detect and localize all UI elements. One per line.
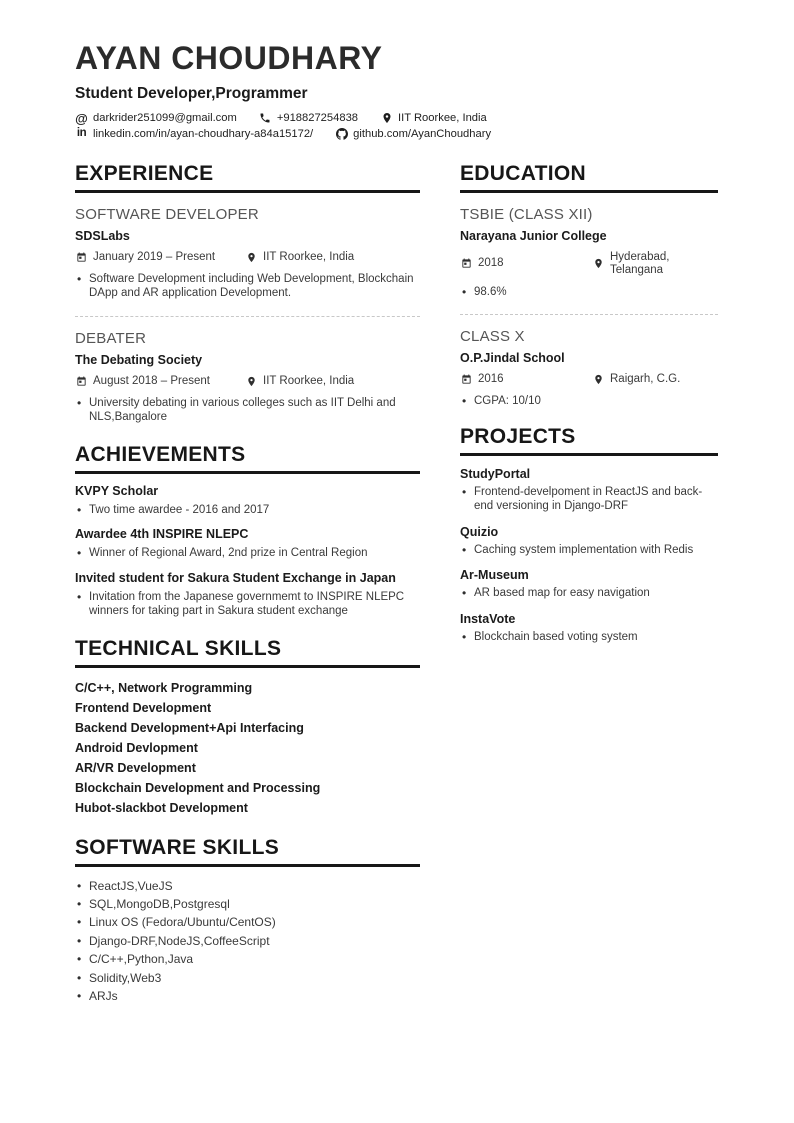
bullet: • Frontend-develpoment in ReactJS and back-end versioning in Django-DRF (460, 485, 718, 514)
job-title: DEBATER (75, 329, 147, 347)
job-date: January 2019 – Present (75, 251, 245, 264)
github-link[interactable] (335, 128, 491, 141)
achievement-bullets (75, 503, 420, 518)
email-text: darkrider251099@gmail.com (93, 112, 237, 125)
section-title-achievements: ACHIEVEMENTS (75, 443, 420, 474)
section-technical-skills (75, 637, 420, 818)
experience-entry (75, 206, 420, 301)
location-icon (245, 375, 257, 387)
phone-text: +918827254838 (276, 112, 359, 125)
skill-item: Hubot-slackbot Development (75, 800, 248, 815)
skill-item: C/C++, Network Programming (75, 680, 253, 695)
project-name: Ar-Museum (460, 568, 529, 583)
dashed-divider (460, 314, 718, 315)
location-item (380, 112, 487, 125)
achievement-title: Awardee 4th INSPIRE NLEPC (75, 527, 249, 542)
education-date: 2018 (460, 257, 592, 270)
skill-item: Android Devlopment (75, 740, 198, 755)
skill-item: Frontend Development (75, 700, 212, 715)
education-location: Hyderabad, Telangana (592, 251, 718, 277)
bullet: • University debating in various colleges such as IIT Delhi and NLS,Bangalore (75, 396, 420, 425)
project-name: Quizio (460, 524, 499, 539)
person-role: Student Developer,Programmer (75, 84, 308, 102)
email-link[interactable] (75, 112, 237, 125)
degree-title: TSBIE (CLASS XII) (460, 205, 593, 223)
project-name: StudyPortal (460, 466, 531, 481)
education-meta (460, 251, 718, 277)
education-entry (460, 328, 718, 409)
project-bullets (460, 586, 718, 601)
achievement-entry (75, 527, 420, 561)
education-location: Raigarh, C.G. (592, 373, 680, 386)
location-icon (245, 251, 257, 263)
bullet: • Two time awardee - 2016 and 2017 (75, 503, 420, 518)
job-meta (75, 375, 420, 388)
job-bullets (75, 396, 420, 425)
bullet: • Caching system implementation with Redis (460, 543, 718, 558)
project-entry (460, 568, 718, 601)
school-name: Narayana Junior College (460, 228, 607, 243)
job-title: SOFTWARE DEVELOPER (75, 205, 259, 223)
calendar-icon (460, 374, 472, 386)
location-text: IIT Roorkee, India (398, 112, 487, 125)
section-education (460, 162, 718, 409)
skill-item: • Django-DRF,NodeJS,CoffeeScript (75, 932, 420, 950)
project-entry (460, 612, 718, 645)
bullet: • Winner of Regional Award, 2nd prize in Central Region (75, 546, 420, 561)
section-title-experience: EXPERIENCE (75, 162, 420, 193)
skill-item: • Solidity,Web3 (75, 969, 420, 987)
project-name: InstaVote (460, 611, 516, 626)
job-meta (75, 251, 420, 264)
achievement-bullets (75, 590, 420, 619)
left-column (75, 162, 420, 1006)
job-org: SDSLabs (75, 228, 130, 243)
linkedin-link[interactable] (75, 128, 313, 141)
achievement-title: Invited student for Sakura Student Exchange in Japan (75, 570, 396, 585)
education-bullets (460, 285, 718, 300)
job-bullets (75, 272, 420, 301)
bullet: • CGPA: 10/10 (460, 394, 718, 409)
skill-item: • C/C++,Python,Java (75, 950, 420, 968)
skill-item: • ReactJS,VueJS (75, 877, 420, 895)
job-org: The Debating Society (75, 352, 203, 367)
dashed-divider (75, 316, 420, 317)
github-text: github.com/AyanChoudhary (353, 128, 492, 141)
project-entry (460, 467, 718, 514)
section-title-software-skills: SOFTWARE SKILLS (75, 836, 420, 867)
skill-item: • Linux OS (Fedora/Ubuntu/CentOS) (75, 913, 420, 931)
linkedin-text: linkedin.com/in/ayan-choudhary-a84a15172/ (93, 128, 314, 141)
phone-icon (259, 112, 272, 125)
project-entry (460, 525, 718, 558)
bullet: • Software Development including Web Development, Blockchain DApp and AR application Development. (75, 272, 420, 301)
skill-item: • ARJs (75, 987, 420, 1005)
section-projects (460, 425, 718, 645)
email-icon: @ (75, 110, 88, 126)
skill-item: • SQL,MongoDB,Postgresql (75, 895, 420, 913)
job-location: IIT Roorkee, India (245, 251, 354, 264)
education-meta (460, 373, 718, 386)
section-experience (75, 162, 420, 425)
project-bullets (460, 485, 718, 514)
location-icon (592, 374, 604, 386)
education-bullets (460, 394, 718, 409)
project-bullets (460, 630, 718, 645)
software-skills-list (75, 877, 420, 1006)
calendar-icon (75, 375, 87, 387)
bullet: • Blockchain based voting system (460, 630, 718, 645)
skill-item: AR/VR Development (75, 760, 196, 775)
location-icon (592, 258, 604, 270)
job-location: IIT Roorkee, India (245, 375, 354, 388)
phone-link[interactable] (259, 112, 358, 125)
achievement-entry (75, 571, 420, 619)
skill-item: Backend Development+Api Interfacing (75, 720, 304, 735)
header (75, 42, 718, 141)
degree-title: CLASS X (460, 328, 525, 346)
bullet: • AR based map for easy navigation (460, 586, 718, 601)
location-icon (380, 112, 393, 125)
section-title-education: EDUCATION (460, 162, 718, 193)
section-title-projects: PROJECTS (460, 425, 718, 456)
calendar-icon (75, 251, 87, 263)
right-column (460, 162, 718, 1006)
technical-skills-list (75, 678, 420, 818)
education-date: 2016 (460, 373, 592, 386)
experience-entry (75, 330, 420, 425)
person-name: AYAN CHOUDHARY (75, 40, 383, 76)
section-title-technical-skills: TECHNICAL SKILLS (75, 637, 420, 668)
github-icon (335, 128, 348, 141)
bullet: • 98.6% (460, 285, 718, 300)
columns (75, 162, 718, 1006)
achievement-title: KVPY Scholar (75, 483, 159, 498)
achievement-entry (75, 484, 420, 518)
education-entry (460, 206, 718, 300)
section-software-skills (75, 836, 420, 1006)
calendar-icon (460, 258, 472, 270)
contact-row (75, 112, 718, 141)
project-bullets (460, 543, 718, 558)
section-achievements (75, 443, 420, 619)
achievement-bullets (75, 546, 420, 561)
linkedin-icon: in (76, 127, 87, 140)
skill-item: Blockchain Development and Processing (75, 780, 321, 795)
bullet: • Invitation from the Japanese governmemt to INSPIRE NLEPC winners for taking part in Sakura student exchange (75, 590, 420, 619)
school-name: O.P.Jindal School (460, 351, 565, 366)
job-date: August 2018 – Present (75, 375, 245, 388)
